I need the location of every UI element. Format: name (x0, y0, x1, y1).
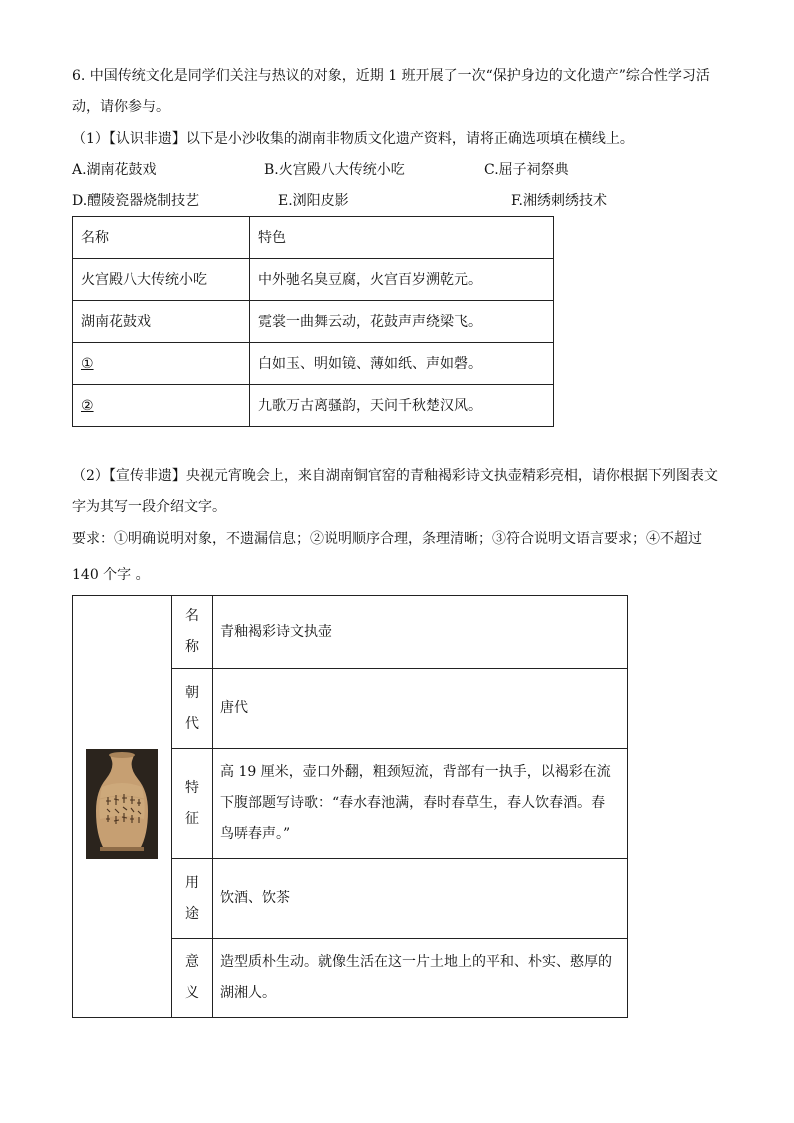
header-name: 名称 (73, 217, 250, 259)
table-row (73, 596, 628, 669)
label-dynasty: 朝 代 (172, 669, 213, 749)
table-row (73, 301, 554, 343)
table-header-row (73, 217, 554, 259)
row-feature: 霓裳一曲舞云动，花鼓声声绕梁飞。 (250, 301, 554, 343)
row-feature: 白如玉、明如镜、薄如纸、声如磬。 (250, 343, 554, 385)
value-name: 青釉褐彩诗文执壶 (213, 596, 628, 669)
table-row (73, 343, 554, 385)
vase-image (86, 749, 158, 859)
table-row (73, 385, 554, 427)
option-b: B.火宫殿八大传统小吃 (264, 162, 405, 178)
heritage-table (72, 216, 554, 427)
question-line-2: 动，请你参与。 (72, 99, 170, 115)
value-use: 饮酒、饮茶 (213, 859, 628, 939)
label-use: 用 途 (172, 859, 213, 939)
part2-prompt-line-2: 字为其写一段介绍文字。 (72, 499, 226, 515)
artifact-table (72, 595, 628, 1018)
option-f: F.湘绣刺绣技术 (511, 193, 607, 209)
part1-prompt: （1）【认识非遗】以下是小沙收集的湖南非物质文化遗产资料，请将正确选项填在横线上。 (72, 131, 634, 147)
requirements-line-2: 140 个字 。 (72, 567, 150, 583)
part2-prompt-line-1: （2）【宣传非遗】央视元宵晚会上，来自湖南铜官窑的青釉褐彩诗文执壶精彩亮相，请你根据下列图表文 (72, 468, 718, 484)
requirements-line-1: 要求：①明确说明对象，不遗漏信息；②说明顺序合理，条理清晰；③符合说明文语言要求；④不超过 (72, 531, 702, 547)
option-e: E.浏阳皮影 (278, 193, 349, 209)
row-name: 火宫殿八大传统小吃 (73, 259, 250, 301)
option-d: D.醴陵瓷器烧制技艺 (72, 193, 200, 209)
value-dynasty: 唐代 (213, 669, 628, 749)
label-name: 名 称 (172, 596, 213, 669)
label-feature: 特 征 (172, 749, 213, 859)
value-feature: 高 19 厘米，壶口外翻，粗颈短流，背部有一执手，以褐彩在流 下腹部题写诗歌：“春水春池满，春时春草生，春人饮春酒。春 鸟哢春声。” (213, 749, 628, 859)
row-feature: 九歌万古离骚韵，天问千秋楚汉风。 (250, 385, 554, 427)
option-a: A.湖南花鼓戏 (72, 162, 157, 178)
blank-2[interactable]: ② (81, 397, 94, 414)
blank-1[interactable]: ① (81, 355, 94, 372)
value-significance: 造型质朴生动。就像生活在这一片土地上的平和、朴实、憨厚的 湖湘人。 (213, 939, 628, 1018)
option-c: C.屈子祠祭典 (484, 162, 569, 178)
header-feature: 特色 (250, 217, 554, 259)
table-row (73, 259, 554, 301)
row-feature: 中外驰名臭豆腐，火宫百岁溯乾元。 (250, 259, 554, 301)
artifact-photo-cell (73, 596, 172, 1018)
label-significance: 意 义 (172, 939, 213, 1018)
row-name: 湖南花鼓戏 (73, 301, 250, 343)
question-line-1: 6. 中国传统文化是同学们关注与热议的对象，近期 1 班开展了一次“保护身边的文化遗产”综合性学习活 (72, 68, 710, 84)
